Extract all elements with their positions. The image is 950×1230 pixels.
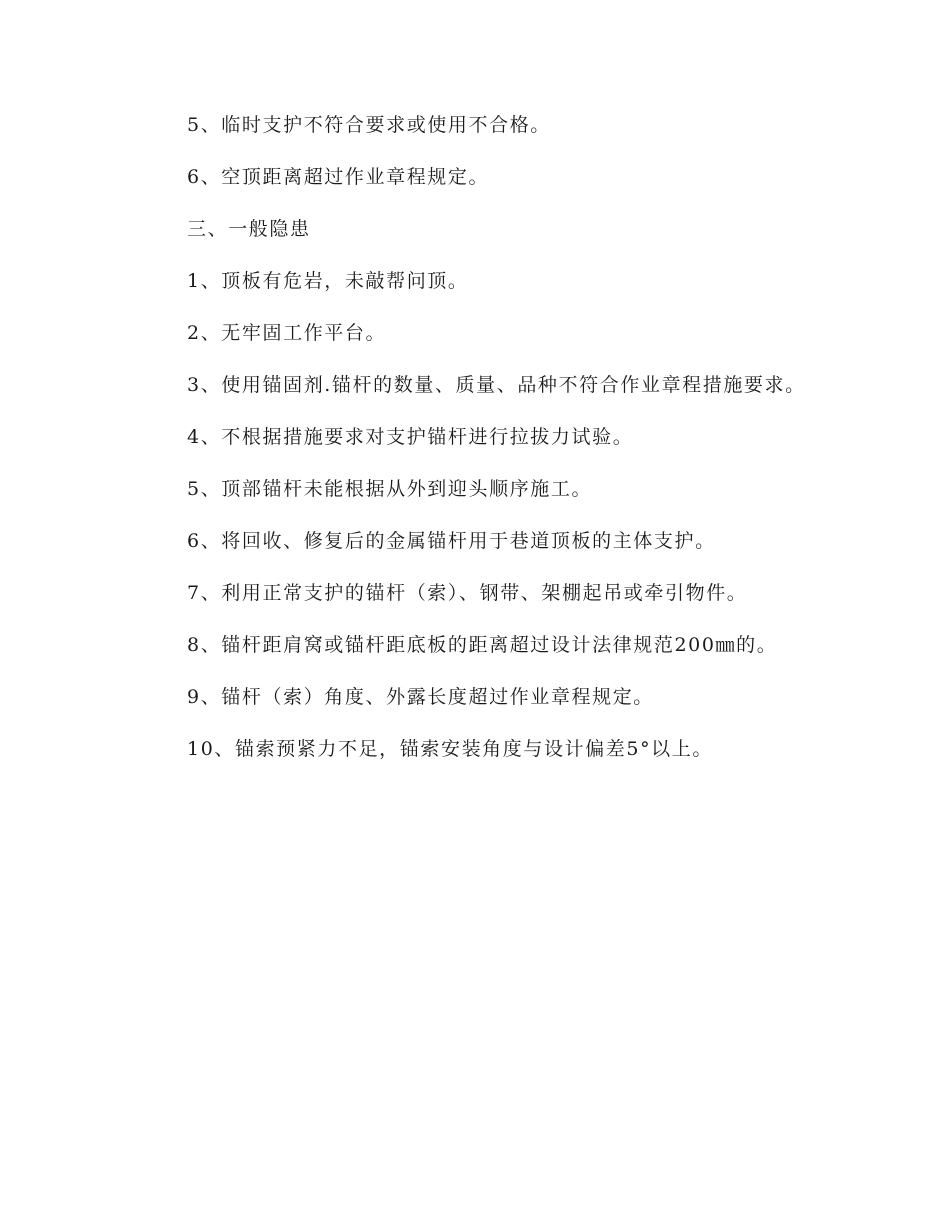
paragraph-work-platform: 2、无牢固工作平台。 [187,322,387,344]
section-heading-general-hazards: 三、一般隐患 [187,218,311,240]
paragraph-empty-roof-distance: 6、空顶距离超过作业章程规定。 [187,166,490,188]
paragraph-roof-bolt-sequence: 5、顶部锚杆未能根据从外到迎头顺序施工。 [187,478,593,500]
paragraph-anchoring-agent: 3、使用锚固剂.锚杆的数量、质量、品种不符合作业章程措施要求。 [187,374,806,396]
paragraph-roof-dangerous-rock: 1、顶板有危岩，未敲帮问顶。 [187,270,469,292]
document-body [141,111,809,787]
paragraph-cable-pretension: 10、锚索预紧力不足，锚索安装角度与设计偏差5°以上。 [187,738,713,760]
paragraph-bolt-distance: 8、锚杆距肩窝或锚杆距底板的距离超过设计法律规范200㎜的。 [187,634,778,656]
paragraph-temporary-support: 5、临时支护不符合要求或使用不合格。 [187,114,551,136]
paragraph-recycled-bolts: 6、将回收、修复后的金属锚杆用于巷道顶板的主体支护。 [187,530,716,552]
paragraph-pull-out-test: 4、不根据措施要求对支护锚杆进行拉拔力试验。 [187,426,634,448]
paragraph-lifting-objects: 7、利用正常支护的锚杆（索）、钢带、架棚起吊或牵引物件。 [187,582,748,604]
paragraph-bolt-angle: 9、锚杆（索）角度、外露长度超过作业章程规定。 [187,686,654,708]
